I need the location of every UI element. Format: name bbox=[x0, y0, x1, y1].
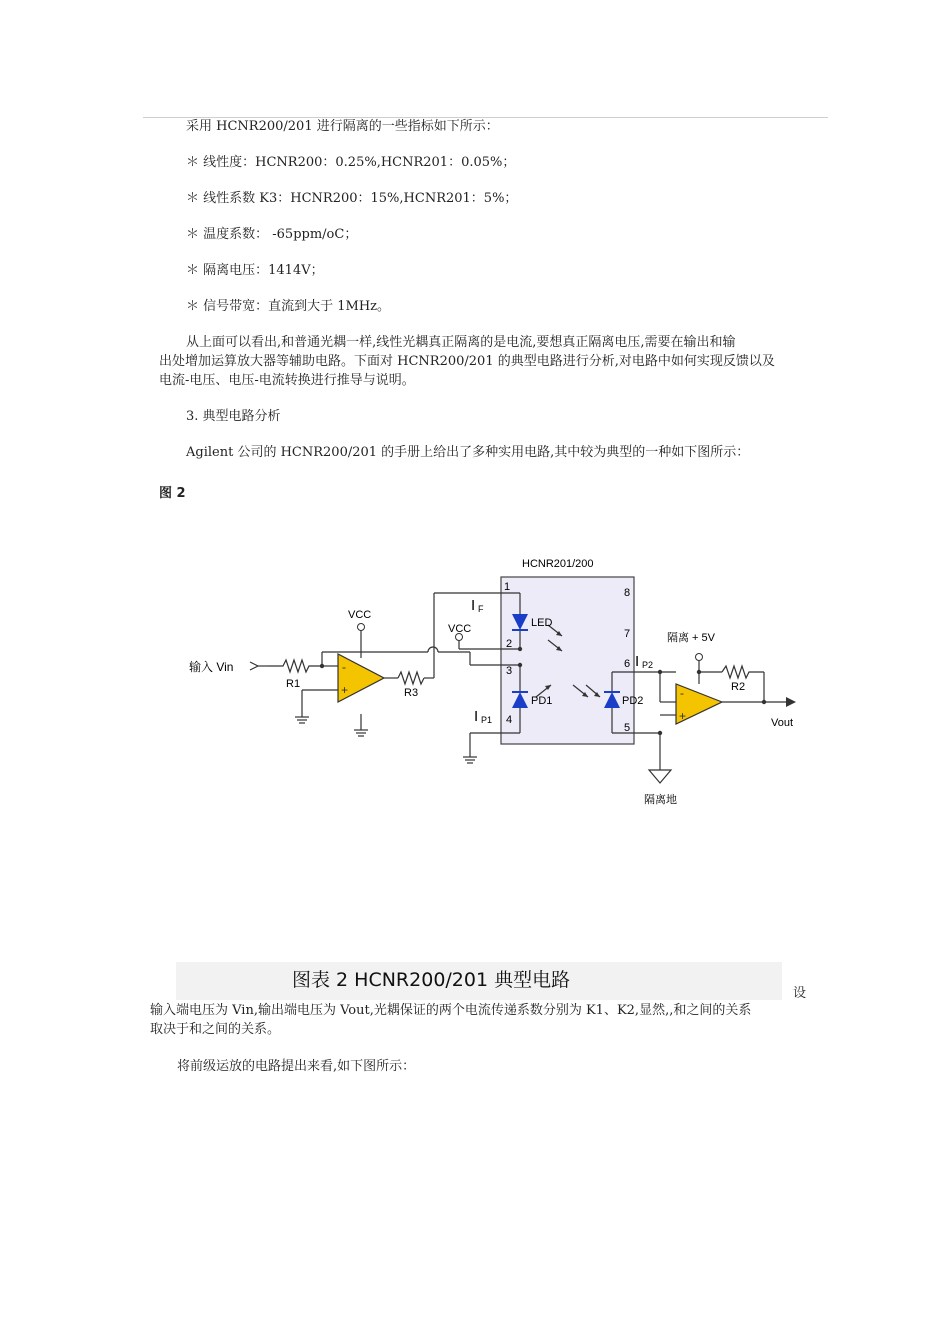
figure-caption: 图表 2 HCNR200/201 典型电路 bbox=[292, 969, 571, 991]
r2-label: R2 bbox=[731, 681, 746, 693]
transfer-line-1: 输入端电压为 Vin,输出端电压为 Vout,光耦保证的两个电流传递系数分别为 K1、K2,显然,,和之间的关系 bbox=[150, 1003, 752, 1018]
intro-text: 采用 HCNR200/201 进行隔离的一些指标如下所示： bbox=[186, 119, 499, 134]
pin-2: 2 bbox=[506, 638, 513, 650]
analysis-line-1: 从上面可以看出,和普通光耦一样,线性光耦真正隔离的是电流,要想真正隔离电压,需要在输出和输 bbox=[186, 335, 736, 350]
transfer-line-2: 取决于和之间的关系。 bbox=[150, 1022, 281, 1037]
r2-resistor bbox=[722, 666, 764, 678]
chip-body bbox=[501, 577, 634, 744]
iso-supply-label: 隔离 + 5V bbox=[667, 632, 715, 644]
r3-resistor bbox=[398, 672, 424, 684]
pd1-label: PD1 bbox=[531, 695, 553, 707]
vcc-label-inner: VCC bbox=[448, 623, 472, 635]
spec-bandwidth: ＊ 信号带宽：直流到大于 1MHz。 bbox=[186, 299, 391, 314]
pin-3: 3 bbox=[506, 665, 513, 677]
she-text: 设 bbox=[793, 986, 807, 1001]
last-line: 将前级运放的电路提出来看,如下图所示： bbox=[177, 1059, 416, 1074]
chip-label: HCNR201/200 bbox=[522, 558, 594, 570]
pin-7: 7 bbox=[624, 628, 631, 640]
spec-linearity-coefficient: ＊ 线性系数 K3：HCNR200：15%,HCNR201：5%； bbox=[186, 191, 518, 206]
opamp-2-minus: - bbox=[680, 686, 684, 700]
vcc-label-left: VCC bbox=[348, 609, 372, 621]
spec-linearity: ＊ 线性度：HCNR200：0.25%,HCNR201：0.05%； bbox=[186, 155, 516, 170]
vcc-terminal-left bbox=[358, 624, 365, 631]
pin-4: 4 bbox=[506, 714, 513, 726]
pin-6: 6 bbox=[624, 658, 631, 670]
r1-resistor bbox=[268, 660, 322, 672]
if-sub: F bbox=[478, 604, 484, 614]
ip2-sub: P2 bbox=[642, 660, 654, 670]
agilent-text: Agilent 公司的 HCNR200/201 的手册上给出了多种实用电路,其中较为典型的一种如下图所示： bbox=[186, 445, 750, 460]
ip1-sub: P1 bbox=[481, 715, 493, 725]
pin-5: 5 bbox=[624, 722, 631, 734]
pin-8: 8 bbox=[624, 587, 631, 599]
pd2-label: PD2 bbox=[622, 695, 644, 707]
ip1-label: I bbox=[474, 708, 479, 725]
r3-label: R3 bbox=[404, 687, 419, 699]
iso-supply-terminal bbox=[696, 654, 703, 661]
opamp-1-plus: + bbox=[341, 683, 349, 697]
section-heading: 3. 典型电路分析 bbox=[186, 409, 281, 424]
r1-label: R1 bbox=[286, 678, 301, 690]
iso-ground-symbol bbox=[649, 770, 671, 783]
analysis-line-2: 出处增加运算放大器等辅助电路。下面对 HCNR200/201 的典型电路进行分析,对电路中如何实现反馈以及 bbox=[159, 354, 775, 369]
analysis-line-3: 电流-电压、电压-电流转换进行推导与说明。 bbox=[159, 373, 415, 388]
led-label: LED bbox=[531, 617, 553, 629]
opamp-1-minus: - bbox=[342, 660, 346, 674]
spec-isolation-voltage: ＊ 隔离电压：1414V； bbox=[186, 263, 324, 278]
iso-ground-label: 隔离地 bbox=[644, 794, 677, 806]
vout-label: Vout bbox=[771, 717, 794, 729]
input-label: 输入 Vin bbox=[189, 660, 234, 674]
figure-label: 图 2 bbox=[159, 486, 186, 501]
spec-temperature: ＊ 温度系数： -65ppm/oC； bbox=[186, 227, 358, 242]
opamp-2-plus: + bbox=[679, 709, 687, 723]
pin-1: 1 bbox=[504, 581, 511, 593]
ip2-label: I bbox=[635, 653, 640, 670]
if-label: I bbox=[471, 597, 476, 614]
